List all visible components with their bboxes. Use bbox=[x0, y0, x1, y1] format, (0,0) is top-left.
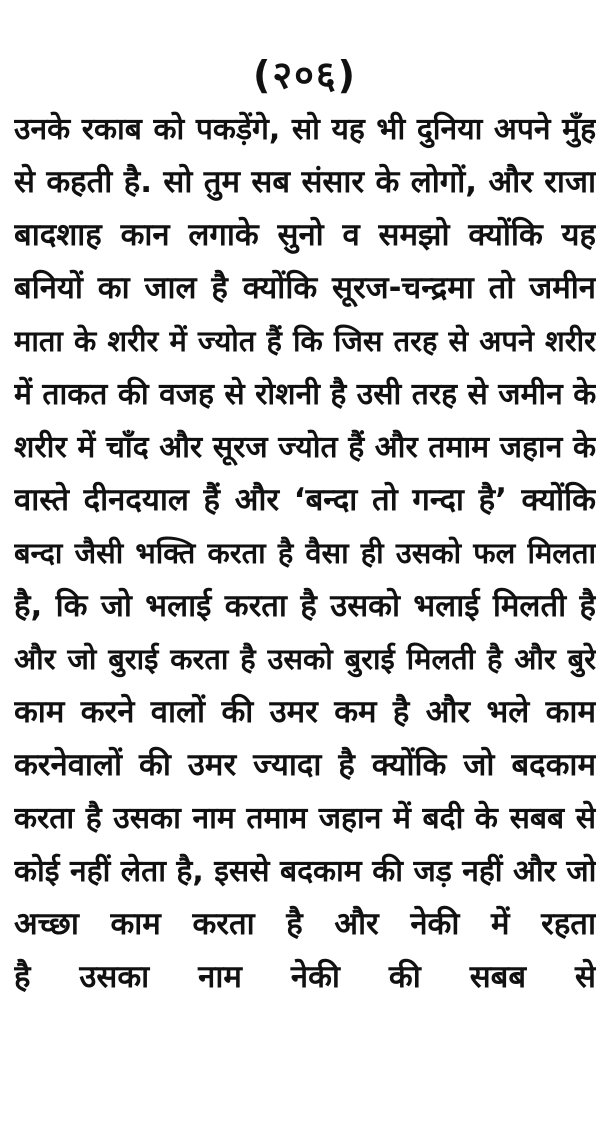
text-line: करनेवालों की उमर ज्यादा है क्योंकि जो बदकाम bbox=[14, 747, 596, 783]
text-line: शरीर में चाँद और सूरज ज्योत हैं और तमाम जहान के bbox=[14, 430, 596, 465]
text-line: और जो बुराई करता है उसको बुराई मिलती है और बुरे bbox=[14, 642, 596, 676]
text-line: बादशाह कान लगाके सुनो व समझो क्योंकि यह bbox=[14, 217, 596, 253]
text-line: कोई नहीं लेता है, इससे बदकाम की जड़ नहीं और जो bbox=[14, 854, 596, 889]
text-line: माता के शरीर में ज्योत हैं कि जिस तरह से अपने शरीर bbox=[14, 324, 596, 358]
text-line: है, कि जो भलाई करता है उसको भलाई मिलती है bbox=[14, 588, 596, 624]
text-line: है उसका नाम नेकी की सबब से bbox=[14, 959, 596, 995]
text-line: में ताकत की वजह से रोशनी है उसी तरह से जमीन के bbox=[14, 377, 596, 412]
text-line: बन्दा जैसी भक्ति करता है वैसा ही उसको फल मिलता bbox=[14, 536, 596, 570]
page-number: (२०६) bbox=[252, 53, 357, 97]
body-text bbox=[14, 103, 596, 1004]
text-line: काम करने वालों की उमर कम है और भले काम bbox=[14, 694, 596, 730]
text-line: अच्छा काम करता है और नेकी में रहता bbox=[14, 906, 596, 942]
text-line: से कहती है. सो तुम सब संसार के लोगों, और राजा bbox=[14, 164, 596, 200]
text-line: वास्ते दीनदयाल हैं और ‘बन्दा तो गन्दा है’ क्योंकि bbox=[14, 482, 596, 518]
text-line: बनियों का जाल है क्योंकि सूरज-चन्द्रमा तो जमीन bbox=[14, 270, 596, 306]
text-line: उनके रकाब को पकड़ेंगे, सो यह भी दुनिया अपने मुँह bbox=[14, 112, 596, 147]
text-line: करता है उसका नाम तमाम जहान में बदी के सबब से bbox=[14, 801, 596, 836]
